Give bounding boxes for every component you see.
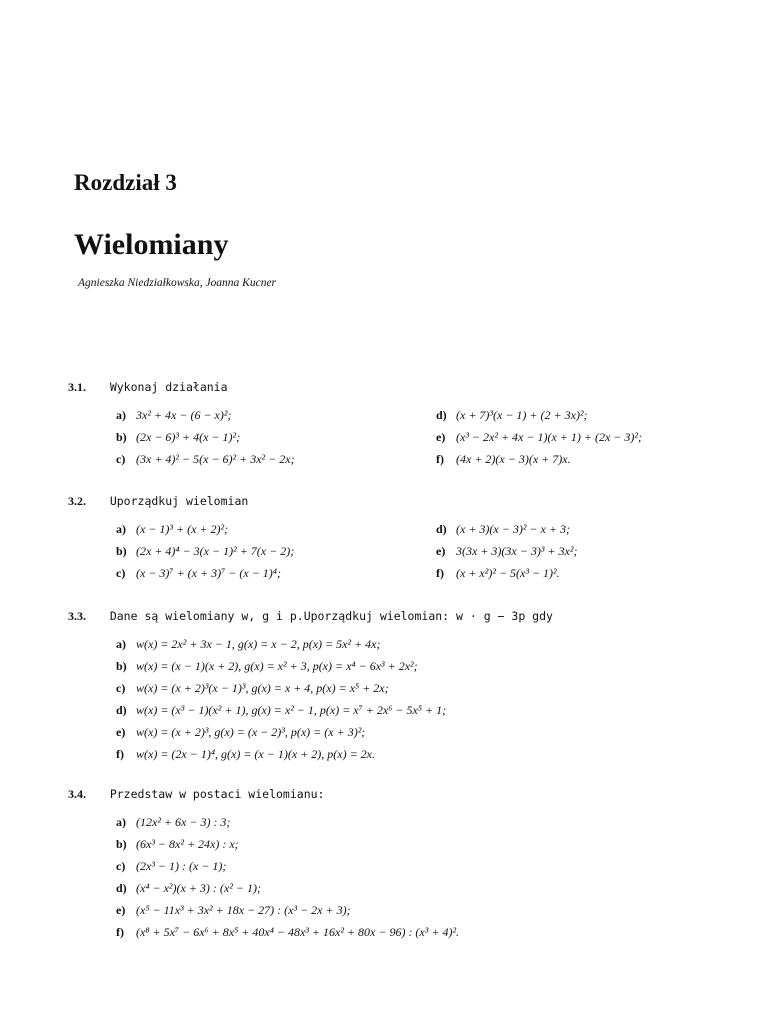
item-expression: (6x³ − 8x² + 24x) : x; bbox=[136, 837, 239, 851]
chapter-heading: Rozdział 3 bbox=[74, 170, 177, 195]
item-label: c) bbox=[116, 566, 126, 580]
item-label: c) bbox=[116, 859, 126, 873]
exercise-item bbox=[436, 426, 642, 448]
item-label: b) bbox=[116, 837, 127, 851]
exercise-3-3 bbox=[68, 607, 708, 761]
authors-line: Agnieszka Niedziałkowska, Joanna Kucner bbox=[78, 277, 277, 289]
exercise-item bbox=[116, 448, 295, 470]
exercise-item bbox=[116, 899, 351, 921]
exercise-item bbox=[116, 677, 389, 699]
item-expression: w(x) = (x − 1)(x + 2), g(x) = x² + 3, p(x) = x⁴ − 6x³ + 2x²; bbox=[136, 659, 418, 673]
item-expression: (x + 3)(x − 3)² − x + 3; bbox=[456, 522, 570, 536]
exercise-3-1 bbox=[68, 378, 708, 466]
exercise-instruction: Dane są wielomiany w, g i p.Uporządkuj wielomian: w · g − 3p gdy bbox=[109, 609, 553, 623]
item-expression: w(x) = (x + 2)³, g(x) = (x − 2)³, p(x) = (x + 3)²; bbox=[136, 725, 366, 739]
exercise-item bbox=[116, 921, 459, 943]
item-expression: (12x² + 6x − 3) : 3; bbox=[136, 815, 231, 829]
item-expression: (x³ − 2x² + 4x − 1)(x + 1) + (2x − 3)²; bbox=[456, 430, 642, 444]
exercise-number: 3.4. bbox=[68, 787, 86, 801]
exercise-item bbox=[116, 404, 231, 426]
exercise-item bbox=[116, 540, 294, 562]
item-label: c) bbox=[116, 681, 126, 695]
exercise-header bbox=[68, 785, 708, 803]
exercise-item bbox=[116, 721, 365, 743]
exercise-item bbox=[116, 633, 380, 655]
exercise-item bbox=[116, 426, 240, 448]
item-label: e) bbox=[116, 725, 126, 739]
exercise-item bbox=[116, 699, 446, 721]
exercise-item bbox=[116, 562, 281, 584]
exercise-item bbox=[436, 562, 560, 584]
item-expression: (3x + 4)² − 5(x − 6)² + 3x² − 2x; bbox=[136, 452, 295, 466]
item-label: f) bbox=[436, 452, 444, 466]
item-label: e) bbox=[436, 430, 446, 444]
exercise-number: 3.1. bbox=[68, 380, 86, 394]
item-label: d) bbox=[116, 881, 127, 895]
item-label: d) bbox=[436, 408, 447, 422]
item-expression: (x⁸ + 5x⁷ − 6x⁶ + 8x⁵ + 40x⁴ − 48x³ + 16x² + 80x − 96) : (x³ + 4)². bbox=[136, 925, 460, 939]
exercise-item bbox=[436, 518, 570, 540]
item-expression: w(x) = 2x² + 3x − 1, g(x) = x − 2, p(x) = 5x² + 4x; bbox=[136, 637, 381, 651]
item-expression: (x − 3)⁷ + (x + 3)⁷ − (x − 1)⁴; bbox=[136, 566, 281, 580]
exercise-item bbox=[116, 855, 226, 877]
page-title: Wielomiany bbox=[74, 228, 229, 261]
item-label: d) bbox=[116, 703, 127, 717]
exercise-item bbox=[116, 743, 375, 765]
exercise-header bbox=[68, 607, 708, 625]
item-expression: (2x³ − 1) : (x − 1); bbox=[136, 859, 227, 873]
exercise-item bbox=[436, 448, 571, 470]
item-expression: (x + x²)² − 5(x³ − 1)². bbox=[456, 566, 560, 580]
item-label: f) bbox=[116, 747, 124, 761]
item-label: e) bbox=[116, 903, 126, 917]
exercise-item bbox=[116, 811, 230, 833]
exercise-number: 3.2. bbox=[68, 494, 86, 508]
item-label: f) bbox=[116, 925, 124, 939]
exercise-3-2 bbox=[68, 492, 708, 580]
item-expression: w(x) = (2x − 1)⁴, g(x) = (x − 1)(x + 2), p(x) = 2x. bbox=[136, 747, 375, 761]
exercise-header bbox=[68, 492, 708, 510]
item-label: c) bbox=[116, 452, 126, 466]
item-expression: w(x) = (x³ − 1)(x² + 1), g(x) = x² − 1, p(x) = x⁷ + 2x⁶ − 5x⁵ + 1; bbox=[136, 703, 447, 717]
exercise-item bbox=[116, 833, 239, 855]
item-expression: (2x − 6)³ + 4(x − 1)²; bbox=[136, 430, 241, 444]
exercise-item bbox=[116, 518, 228, 540]
item-expression: (x⁵ − 11x³ + 3x² + 18x − 27) : (x³ − 2x + 3); bbox=[136, 903, 351, 917]
exercise-item bbox=[116, 655, 418, 677]
exercise-number: 3.3. bbox=[68, 609, 86, 623]
item-expression: (x⁴ − x²)(x + 3) : (x² − 1); bbox=[136, 881, 261, 895]
exercise-item bbox=[116, 877, 261, 899]
exercise-item bbox=[436, 540, 577, 562]
exercise-instruction: Przedstaw w postaci wielomianu: bbox=[109, 787, 325, 801]
item-expression: 3x² + 4x − (6 − x)²; bbox=[136, 408, 232, 422]
item-label: a) bbox=[116, 815, 126, 829]
item-label: b) bbox=[116, 659, 127, 673]
item-expression: (4x + 2)(x − 3)(x + 7)x. bbox=[456, 452, 571, 466]
item-label: a) bbox=[116, 522, 126, 536]
exercise-instruction: Uporządkuj wielomian bbox=[109, 494, 249, 508]
exercise-3-4 bbox=[68, 785, 708, 939]
exercise-item bbox=[436, 404, 588, 426]
item-label: b) bbox=[116, 544, 127, 558]
item-expression: (x + 7)³(x − 1) + (2 + 3x)²; bbox=[456, 408, 588, 422]
item-label: b) bbox=[116, 430, 127, 444]
item-label: d) bbox=[436, 522, 447, 536]
item-expression: (x − 1)³ + (x + 2)²; bbox=[136, 522, 229, 536]
item-expression: (2x + 4)⁴ − 3(x − 1)² + 7(x − 2); bbox=[136, 544, 295, 558]
item-expression: 3(3x + 3)(3x − 3)³ + 3x²; bbox=[456, 544, 578, 558]
exercise-instruction: Wykonaj działania bbox=[109, 380, 228, 394]
item-expression: w(x) = (x + 2)³(x − 1)³, g(x) = x + 4, p(x) = x⁵ + 2x; bbox=[136, 681, 389, 695]
item-label: a) bbox=[116, 637, 126, 651]
exercise-header bbox=[68, 378, 708, 396]
item-label: f) bbox=[436, 566, 444, 580]
item-label: e) bbox=[436, 544, 446, 558]
item-label: a) bbox=[116, 408, 126, 422]
